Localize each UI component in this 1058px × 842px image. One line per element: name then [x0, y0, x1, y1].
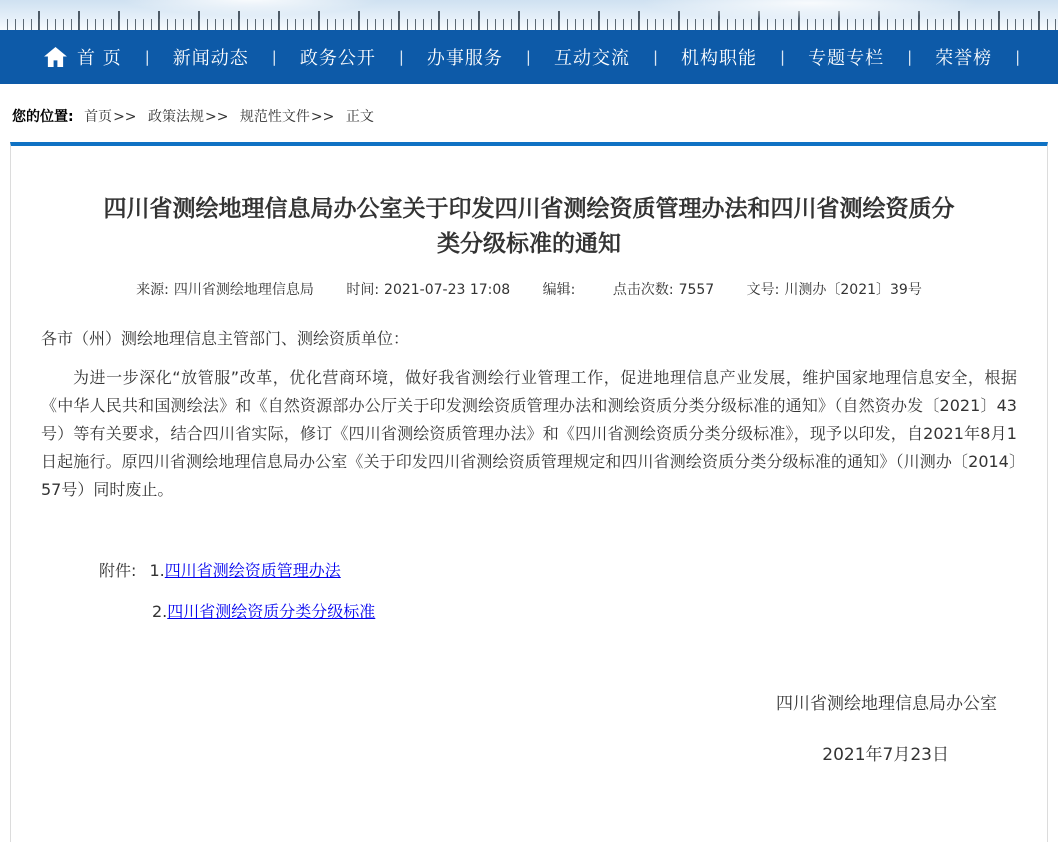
meta-time-value: 2021-07-23 17:08: [384, 282, 511, 298]
header-banner: [0, 0, 1058, 30]
breadcrumb-separator: >>: [310, 109, 335, 125]
breadcrumb-separator: >>: [113, 109, 137, 125]
meta-clicks-label: 点击次数:: [612, 282, 674, 298]
article-salutation: 各市（州）测绘地理信息主管部门、测绘资质单位：: [41, 329, 410, 348]
nav-item-honors[interactable]: 荣誉榜: [935, 48, 993, 69]
nav-item-label: 首 页: [77, 48, 122, 69]
meta-time-label: 时间:: [346, 282, 380, 298]
meta-docno: [747, 282, 922, 298]
nav-item-gov-affairs[interactable]: 政务公开: [299, 48, 376, 69]
breadcrumb: [0, 106, 1058, 126]
signature-organization: 四川省测绘地理信息局办公室: [776, 694, 997, 714]
home-icon: [44, 47, 67, 67]
breadcrumb-item-normative-docs[interactable]: 规范性文件: [239, 109, 310, 125]
attachments-label: 附件:: [99, 561, 137, 580]
article-panel: [10, 142, 1048, 842]
attachment-link-grading-standard[interactable]: 四川省测绘资质分类分级标准: [167, 602, 376, 621]
nav-separator: |: [1015, 48, 1021, 66]
article-body-paragraph: 为进一步深化“放管服”改革，优化营商环境，做好我省测绘行业管理工作，促进地理信息产业发展，维护国家地理信息安全，根据《中华人民共和国测绘法》和《自然资源部办公厅关于印发测绘资质管理办法和测绘资质分类分级标准的通知》（自然资办发〔2021〕43号）等有关要求，结合四川省实际，修订《四川省测绘资质管理办法》和《四川省测绘资质分类分级标准》，现予以印发，自2021年8月1日起施行。原四川省测绘地理信息局办公室《关于印发四川省测绘资质管理规定和四川省测绘资质分类分级标准的通知》（川测办〔2014〕57号）同时废止。: [41, 368, 1017, 499]
breadcrumb-item-current: 正文: [345, 109, 374, 125]
nav-item-services[interactable]: 办事服务: [426, 48, 503, 69]
nav-separator: |: [271, 48, 277, 66]
meta-editor-label: 编辑:: [542, 282, 576, 298]
nav-separator: |: [907, 48, 913, 66]
attachment-row: [99, 599, 1047, 621]
main-nav: [0, 30, 1058, 84]
meta-source: [136, 282, 314, 298]
attachment-number: 1.: [149, 561, 165, 580]
nav-separator: |: [780, 48, 786, 66]
meta-docno-value: 川测办〔2021〕39号: [784, 282, 922, 298]
attachment-number: 2.: [152, 602, 168, 621]
nav-separator: |: [398, 48, 404, 66]
nav-item-news[interactable]: 新闻动态: [172, 48, 249, 69]
nav-separator: |: [144, 48, 150, 66]
attachment-row: [99, 558, 1047, 580]
article-title: 四川省测绘地理信息局办公室关于印发四川省测绘资质管理办法和四川省测绘资质分类分级标准的通知: [103, 196, 955, 257]
meta-clicks: [613, 282, 714, 298]
meta-source-label: 来源:: [136, 282, 169, 298]
meta-docno-label: 文号:: [746, 282, 780, 298]
meta-editor: [543, 282, 581, 298]
signature-date: 2021年7月23日: [822, 745, 949, 765]
breadcrumb-label: 您的位置:: [12, 109, 74, 125]
nav-separator: |: [525, 48, 531, 66]
ruler-minor-ticks: [0, 19, 1058, 30]
nav-item-interaction[interactable]: 互动交流: [553, 48, 630, 69]
attachments-block: [99, 558, 1047, 621]
meta-source-value: 四川省测绘地理信息局: [173, 282, 314, 298]
breadcrumb-item-policies[interactable]: 政策法规: [147, 109, 204, 125]
nav-item-functions[interactable]: 机构职能: [681, 48, 758, 69]
nav-separator: |: [652, 48, 659, 66]
article-meta: [11, 279, 1047, 299]
breadcrumb-item-home[interactable]: 首页: [84, 109, 113, 125]
nav-item-special-topics[interactable]: 专题专栏: [808, 48, 885, 69]
attachment-link-management-measures[interactable]: 四川省测绘资质管理办法: [164, 561, 341, 580]
meta-clicks-value: 7557: [678, 282, 715, 298]
breadcrumb-separator: >>: [204, 109, 229, 125]
meta-time: [346, 282, 510, 298]
nav-item-home[interactable]: [44, 44, 122, 70]
